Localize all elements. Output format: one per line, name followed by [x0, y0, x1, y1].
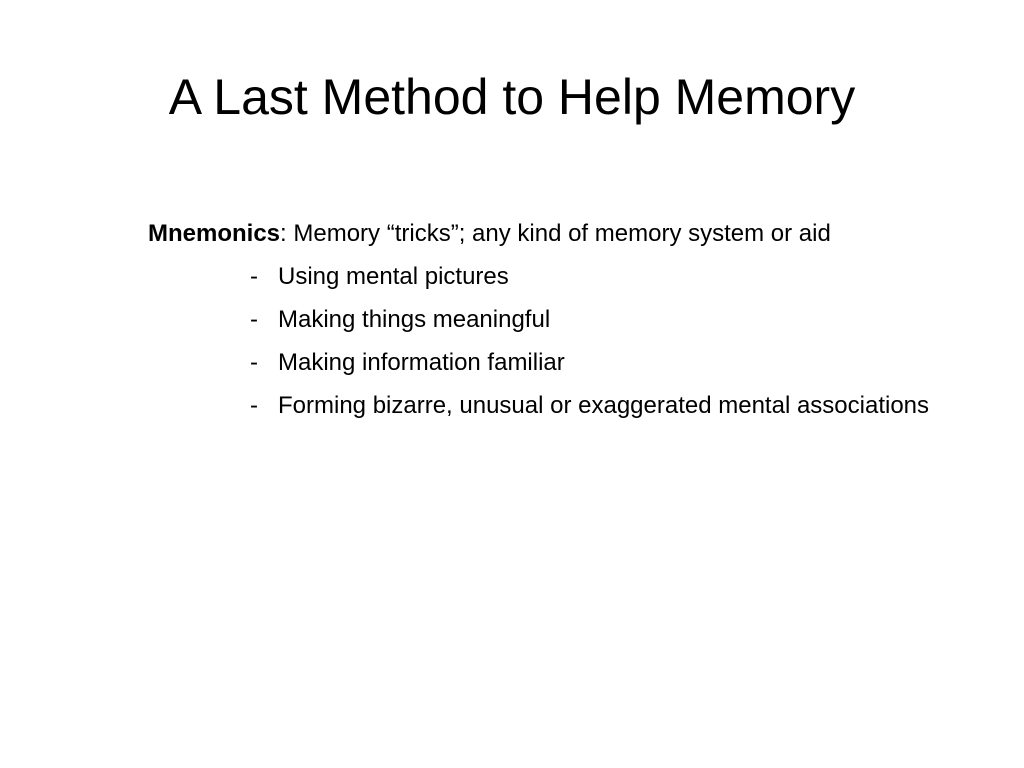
list-item: [250, 384, 948, 427]
definition-text: Memory “tricks”; any kind of memory system or aid: [286, 220, 831, 247]
bullet-marker: -: [250, 263, 258, 290]
slide-title: A Last Method to Help Memory: [168, 69, 856, 125]
bullet-marker: -: [250, 392, 258, 419]
list-item: [250, 298, 948, 341]
bullet-text: Forming bizarre, unusual or exaggerated mental associations: [278, 392, 930, 419]
list-item: [250, 255, 948, 298]
definition: [148, 212, 948, 255]
bullet-text: Making information familiar: [278, 349, 565, 376]
definition-separator: :: [280, 220, 287, 247]
bullet-marker: -: [250, 349, 258, 376]
slide-body: [148, 212, 948, 427]
list-item: [250, 341, 948, 384]
definition-term: Mnemonics: [148, 220, 281, 247]
bullet-text: Making things meaningful: [278, 306, 551, 333]
bullet-marker: -: [250, 306, 258, 333]
bullet-list: [148, 255, 948, 427]
bullet-text: Using mental pictures: [278, 263, 509, 290]
